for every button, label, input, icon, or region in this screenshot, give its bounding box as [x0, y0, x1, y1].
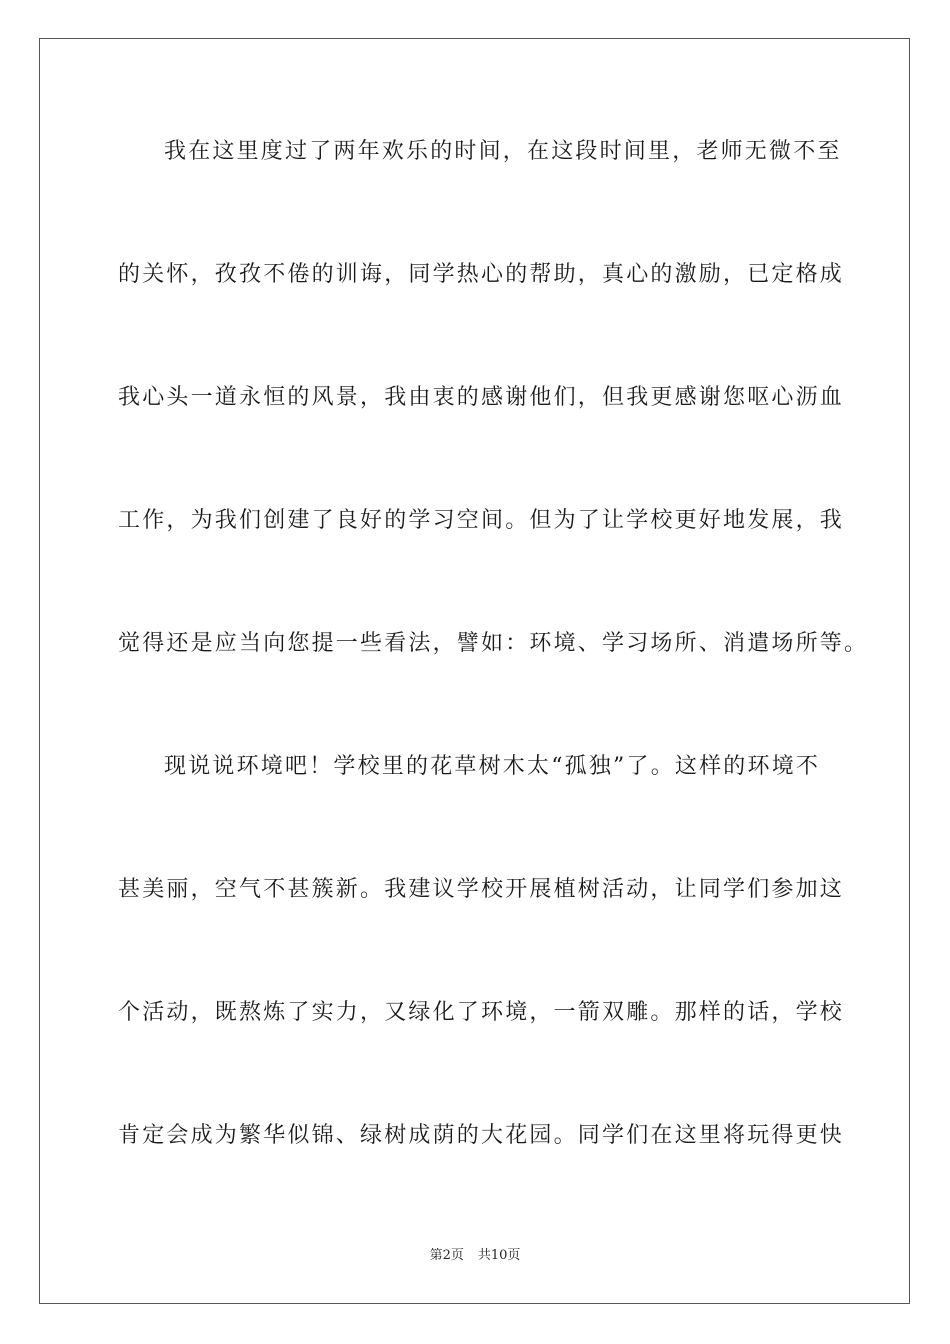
text-line-4: 工作，为我们创建了良好的学习空间。但为了让学校更好地发展，我: [118, 508, 845, 533]
text-line-5: 觉得还是应当向您提一些看法，譬如：环境、学习场所、消遣场所等。: [118, 631, 869, 656]
text-line-8: 个活动，既熬炼了实力，又绿化了环境，一箭双雕。那样的话，学校: [118, 1000, 845, 1025]
text-line-7: 甚美丽，空气不甚簇新。我建议学校开展植树活动，让同学们参加这: [118, 877, 845, 902]
page-border: [39, 38, 910, 1304]
text-line-6: 现说说环境吧！学校里的花草树木太“孤独”了。这样的环境不: [164, 754, 821, 779]
page-total: 共10页: [477, 1248, 521, 1263]
text-line-2: 的关怀，孜孜不倦的训诲，同学热心的帮助，真心的激励，已定格成: [118, 262, 845, 287]
text-line-3: 我心头一道永恒的风景，我由衷的感谢他们，但我更感谢您呕心沥血: [118, 385, 845, 410]
text-line-9: 肯定会成为繁华似锦、绿树成荫的大花园。同学们在这里将玩得更快: [118, 1123, 845, 1148]
page-footer: [0, 1247, 950, 1265]
text-line-1: 我在这里度过了两年欢乐的时间，在这段时间里，老师无微不至: [164, 139, 842, 164]
page-number: 第2页: [429, 1248, 464, 1263]
